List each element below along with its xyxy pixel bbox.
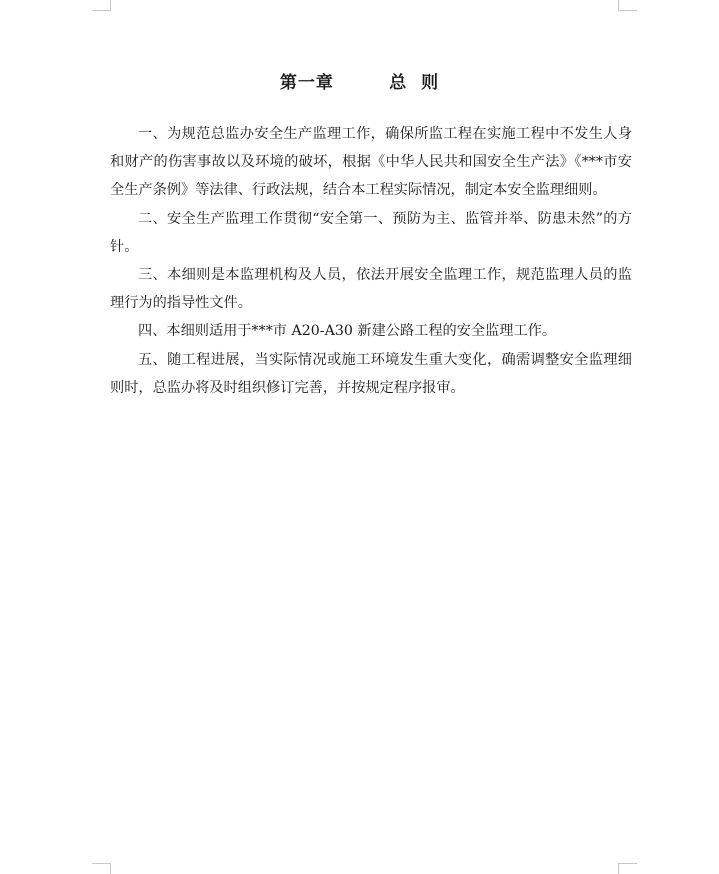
document-body (110, 120, 632, 402)
paragraph-4: 四、本细则适用于***市 A20-A30 新建公路工程的安全监理工作。 (138, 323, 557, 340)
crop-mark-bottom-left (92, 863, 111, 874)
paragraph-2: 二、安全生产监理工作贯彻“安全第一、预防为主、监管并举、防患未然”的方针。 (110, 210, 632, 255)
crop-mark-top-right (618, 0, 637, 11)
crop-mark-bottom-right (618, 863, 637, 874)
paragraph-3: 三、本细则是本监理机构及人员，依法开展安全监理工作，规范监理人员的监理行为的指导性文件。 (110, 267, 632, 312)
paragraph-1: 一、为规范总监办安全生产监理工作，确保所监工程在实施工程中不发生人身和财产的伤害事故以及环境的破坏，根据《中华人民共和国安全生产法》《***市安全生产条例》等法律、行政法规，结合本工程实际情况，制定本安全监理细则。 (110, 126, 632, 199)
crop-mark-top-left (92, 0, 111, 11)
paragraph-5: 五、随工程进展，当实际情况或施工环境发生重大变化，确需调整安全监理细则时，总监办将及时组织修订完善，并按规定程序报审。 (110, 351, 632, 396)
chapter-title: 第一章 总 则 (279, 73, 440, 93)
